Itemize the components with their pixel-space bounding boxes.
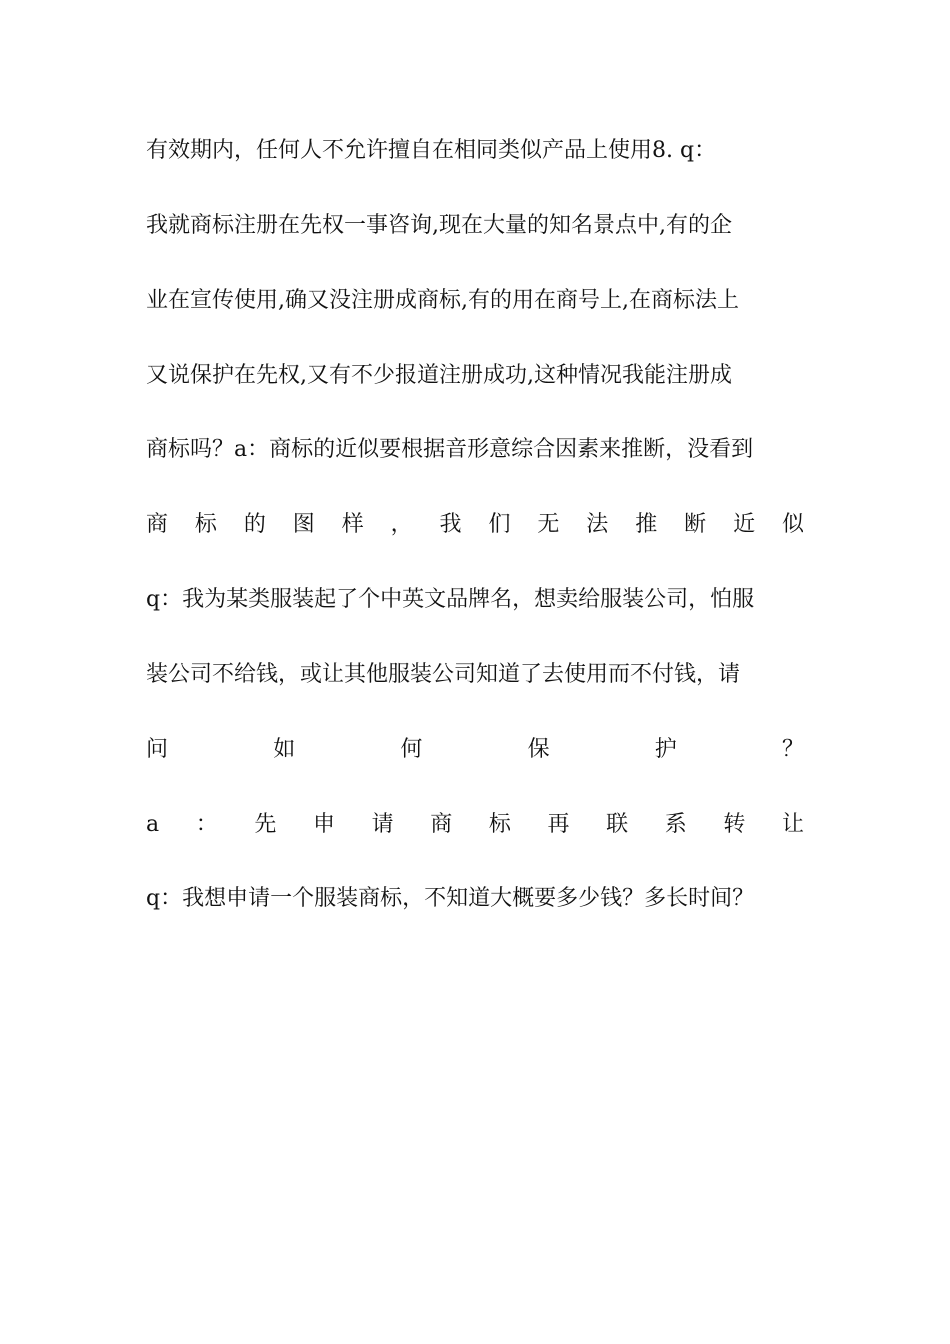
text-char: ： <box>195 812 218 837</box>
text-char: 我 <box>439 512 462 537</box>
text-char: 让 <box>781 812 804 837</box>
text-line: 我就商标注册在先权一事咨询,现在大量的知名景点中,有的企 <box>146 213 732 238</box>
text-line: q：我为某类服装起了个中英文品牌名，想卖给服装公司，怕服 <box>146 587 755 612</box>
text-char: 似 <box>781 512 804 537</box>
text-line: 又说保护在先权,又有不少报道注册成功,这种情况我能注册成 <box>146 363 732 388</box>
text-line: 有效期内，任何人不允许擅自在相同类似产品上使用8. q： <box>146 138 717 163</box>
text-char: 商 <box>146 512 169 537</box>
text-char: a <box>146 812 160 837</box>
text-char: 图 <box>292 512 315 537</box>
text-char: 推 <box>635 512 658 537</box>
text-line: 业在宣传使用,确又没注册成商标,有的用在商号上,在商标法上 <box>146 288 739 313</box>
text-char: 的 <box>243 512 266 537</box>
text-char: 样 <box>341 512 364 537</box>
text-char: 商 <box>430 812 453 837</box>
text-char: 再 <box>547 812 570 837</box>
text-char: 请 <box>371 812 394 837</box>
text-char: 们 <box>488 512 511 537</box>
text-char: 标 <box>194 512 217 537</box>
text-char: 先 <box>254 812 277 837</box>
text-char: 申 <box>312 812 335 837</box>
text-char: 无 <box>537 512 560 537</box>
text-line-justified <box>146 730 804 770</box>
text-char: 联 <box>606 812 629 837</box>
text-char: 转 <box>723 812 746 837</box>
text-char: 何 <box>400 737 423 762</box>
text-line: q：我想申请一个服装商标，不知道大概要多少钱？多长时间？ <box>146 886 755 911</box>
text-char: 保 <box>527 737 550 762</box>
text-char: 法 <box>586 512 609 537</box>
text-char: 问 <box>146 737 169 762</box>
text-char: 护 <box>654 737 677 762</box>
text-char: 断 <box>684 512 707 537</box>
text-char: 近 <box>733 512 756 537</box>
text-char: ， <box>390 512 413 537</box>
text-line-justified <box>146 505 804 545</box>
text-line: 装公司不给钱，或让其他服装公司知道了去使用而不付钱，请 <box>146 662 741 687</box>
text-char: ？ <box>781 737 804 762</box>
text-line: 商标吗？a：商标的近似要根据音形意综合因素来推断，没看到 <box>146 437 754 462</box>
text-line-justified <box>146 805 804 845</box>
text-char: 如 <box>273 737 296 762</box>
text-char: 系 <box>664 812 687 837</box>
text-char: 标 <box>488 812 511 837</box>
